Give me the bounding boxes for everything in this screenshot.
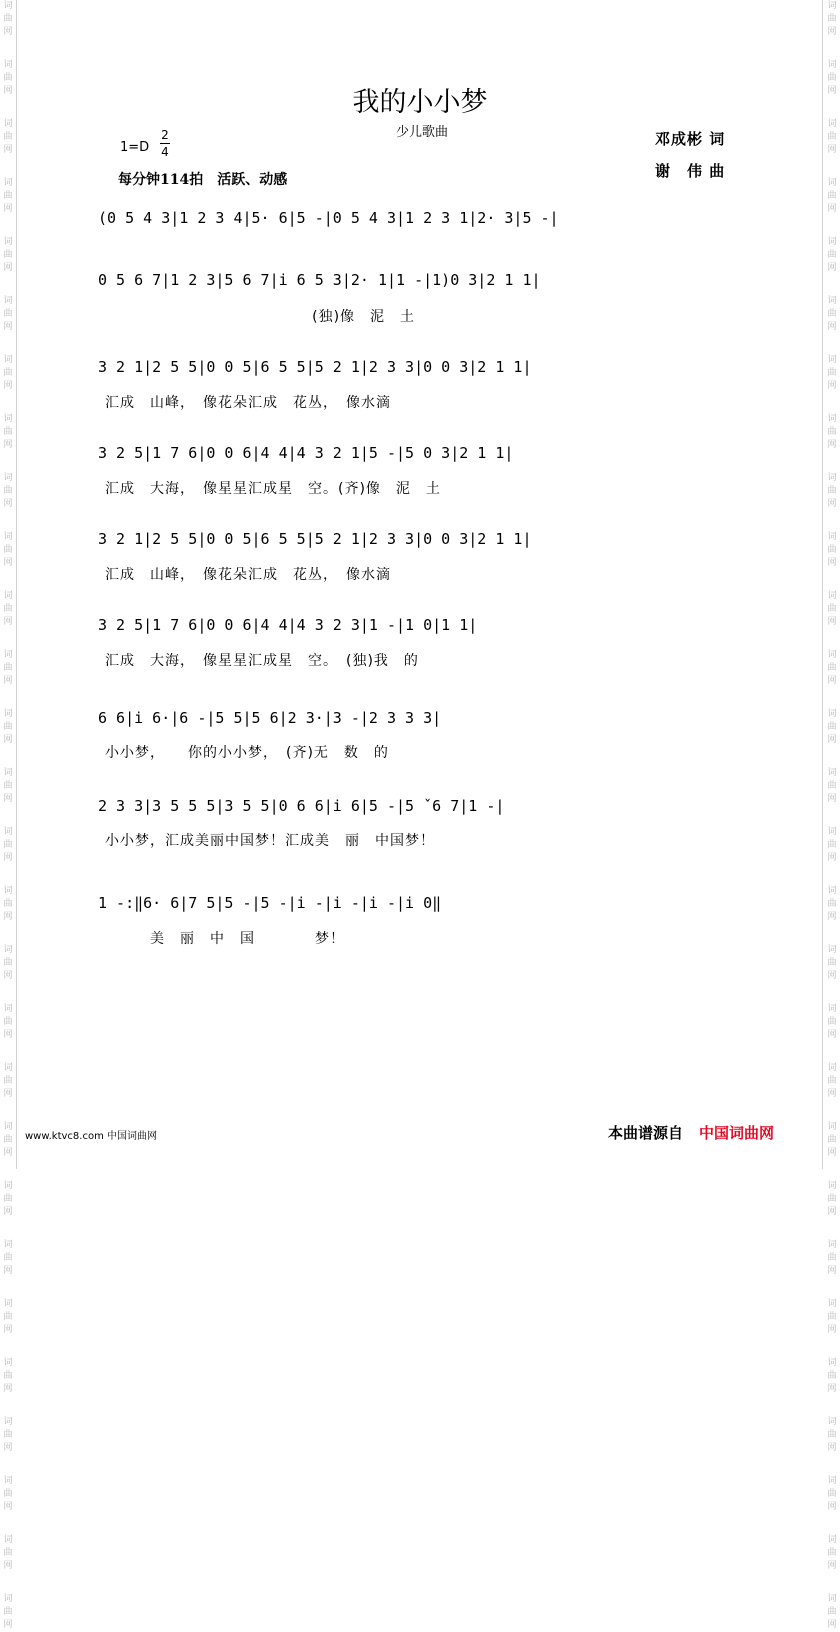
watermark-char: 词 — [827, 1476, 837, 1486]
watermark-char: 词 — [3, 1181, 13, 1191]
watermark-char: 网 — [827, 440, 837, 450]
watermark-char: 曲 — [827, 545, 837, 555]
watermark-char: 曲 — [3, 1607, 13, 1617]
song-genre: 少儿歌曲 — [396, 125, 449, 140]
footer-source-label: 本曲谱源自 — [608, 1124, 684, 1142]
watermark-char: 网 — [3, 1561, 13, 1571]
lyrics-line-9: 美 丽 中 国 梦！ — [105, 931, 345, 947]
watermark-char: 词 — [3, 237, 13, 247]
watermark-char: 网 — [3, 1148, 13, 1158]
watermark-char: 曲 — [827, 486, 837, 496]
watermark-char: 词 — [827, 886, 837, 896]
watermark-char: 网 — [3, 499, 13, 509]
time-signature — [159, 128, 171, 159]
watermark-char: 词 — [3, 473, 13, 483]
watermark-char: 网 — [3, 1384, 13, 1394]
watermark-char: 词 — [3, 296, 13, 306]
watermark-char: 网 — [3, 971, 13, 981]
watermark-char: 网 — [3, 676, 13, 686]
watermark-char: 词 — [3, 1122, 13, 1132]
watermark-char: 词 — [3, 591, 13, 601]
watermark-char: 词 — [3, 178, 13, 188]
lyrics-line-3: 汇成 山峰， 像花朵汇成 花丛， 像水滴 — [105, 395, 391, 411]
watermark-char: 词 — [3, 119, 13, 129]
watermark-char: 网 — [827, 499, 837, 509]
time-denominator: 4 — [161, 145, 169, 159]
watermark-char: 网 — [827, 1266, 837, 1276]
watermark-char: 网 — [827, 1325, 837, 1335]
watermark-char: 词 — [3, 1417, 13, 1427]
watermark-char: 曲 — [827, 604, 837, 614]
watermark-char: 词 — [3, 1299, 13, 1309]
watermark-char: 曲 — [3, 250, 13, 260]
watermark-char: 网 — [827, 853, 837, 863]
watermark-char: 词 — [3, 945, 13, 955]
watermark-char: 网 — [827, 1620, 837, 1630]
watermark-char: 网 — [827, 1030, 837, 1040]
watermark-char: 网 — [827, 27, 837, 37]
watermark-char: 网 — [3, 1266, 13, 1276]
watermark-char: 词 — [827, 945, 837, 955]
watermark-char: 曲 — [827, 1607, 837, 1617]
right-border — [822, 0, 823, 1169]
watermark-char: 词 — [827, 237, 837, 247]
watermark-char: 词 — [827, 1240, 837, 1250]
watermark-char: 曲 — [827, 1430, 837, 1440]
watermark-char: 词 — [3, 650, 13, 660]
notes-line-2: 0 5 6 7|1 2 3|5 6 7|i 6 5 3|2· 1|1 -|1)0 3|2 1 1| — [98, 271, 541, 289]
watermark-char: 曲 — [3, 1371, 13, 1381]
watermark-char: 词 — [827, 1122, 837, 1132]
watermark-char: 曲 — [827, 427, 837, 437]
lyrics-line-4: 汇成 大海， 像星星汇成星 空。(齐)像 泥 土 — [105, 481, 441, 497]
watermark-char: 词 — [827, 532, 837, 542]
watermark-char: 网 — [3, 1030, 13, 1040]
watermark-char: 曲 — [3, 899, 13, 909]
watermark-char: 词 — [827, 591, 837, 601]
watermark-char: 网 — [3, 853, 13, 863]
watermark-char: 曲 — [827, 191, 837, 201]
watermark-char: 词 — [827, 1594, 837, 1604]
lyrics-line-7: 小小梦， 你的小小梦， (齐)无 数 的 — [105, 745, 389, 761]
lyrics-line-5: 汇成 山峰， 像花朵汇成 花丛， 像水滴 — [105, 567, 391, 583]
watermark-char: 网 — [827, 617, 837, 627]
watermark-char: 词 — [827, 650, 837, 660]
watermark-char: 曲 — [3, 722, 13, 732]
watermark-char: 曲 — [3, 840, 13, 850]
watermark-char: 词 — [827, 709, 837, 719]
watermark-char: 词 — [827, 1181, 837, 1191]
watermark-char: 曲 — [827, 1312, 837, 1322]
watermark-char: 曲 — [3, 1312, 13, 1322]
watermark-char: 网 — [3, 440, 13, 450]
watermark-char: 网 — [3, 1207, 13, 1217]
watermark-char: 曲 — [3, 73, 13, 83]
watermark-char: 曲 — [3, 1017, 13, 1027]
notes-line-1: (0 5 4 3|1 2 3 4|5· 6|5 -|0 5 4 3|1 2 3 1|2· 3|5 -| — [98, 209, 559, 227]
lyrics-line-2: (独)像 泥 土 — [105, 309, 416, 325]
watermark-char: 网 — [827, 558, 837, 568]
watermark-char: 词 — [3, 827, 13, 837]
watermark-char: 词 — [827, 1417, 837, 1427]
notes-line-3: 3 2 1|2 5 5|0 0 5|6 5 5|5 2 1|2 3 3|0 0 3|2 1 1| — [98, 358, 532, 376]
watermark-char: 词 — [3, 1358, 13, 1368]
watermark-char: 曲 — [827, 14, 837, 24]
watermark-char: 网 — [827, 145, 837, 155]
song-title: 我的小小梦 — [352, 87, 488, 118]
watermark-char: 词 — [827, 414, 837, 424]
watermark-char: 词 — [827, 355, 837, 365]
watermark-char: 网 — [827, 912, 837, 922]
watermark-char: 曲 — [827, 1017, 837, 1027]
watermark-char: 曲 — [3, 14, 13, 24]
watermark-char: 曲 — [3, 1253, 13, 1263]
watermark-char: 网 — [3, 1325, 13, 1335]
watermark-char: 网 — [3, 27, 13, 37]
watermark-char: 词 — [3, 355, 13, 365]
watermark-char: 网 — [3, 794, 13, 804]
watermark-char: 词 — [3, 886, 13, 896]
lyrics-line-6: 汇成 大海， 像星星汇成星 空。 (独)我 的 — [105, 653, 419, 669]
watermark-char: 网 — [827, 1384, 837, 1394]
watermark-char: 网 — [827, 381, 837, 391]
watermark-char: 曲 — [827, 1548, 837, 1558]
footer-source-brand: 中国词曲网 — [699, 1124, 775, 1142]
watermark-char: 网 — [827, 263, 837, 273]
watermark-char: 网 — [3, 1089, 13, 1099]
watermark-char: 曲 — [827, 132, 837, 142]
watermark-char: 网 — [3, 145, 13, 155]
notes-line-9: 1 -:‖6· 6|7 5|5 -|5 -|i -|i -|i -|i 0‖ — [98, 894, 442, 912]
watermark-char: 曲 — [3, 1489, 13, 1499]
watermark-char: 词 — [827, 296, 837, 306]
watermark-char: 词 — [827, 60, 837, 70]
watermark-char: 网 — [827, 1207, 837, 1217]
watermark-char: 词 — [3, 1594, 13, 1604]
watermark-char: 曲 — [3, 545, 13, 555]
watermark-char: 词 — [827, 178, 837, 188]
watermark-right — [824, 0, 840, 1630]
watermark-char: 词 — [3, 532, 13, 542]
watermark-char: 网 — [827, 971, 837, 981]
watermark-char: 网 — [3, 322, 13, 332]
watermark-char: 曲 — [827, 1076, 837, 1086]
watermark-char: 词 — [827, 1004, 837, 1014]
watermark-char: 词 — [827, 827, 837, 837]
watermark-char: 词 — [827, 768, 837, 778]
watermark-char: 网 — [3, 912, 13, 922]
watermark-char: 网 — [827, 676, 837, 686]
watermark-char: 网 — [3, 381, 13, 391]
watermark-char: 词 — [3, 1240, 13, 1250]
watermark-char: 曲 — [827, 1489, 837, 1499]
watermark-char: 词 — [3, 1535, 13, 1545]
watermark-char: 曲 — [3, 604, 13, 614]
watermark-char: 网 — [827, 1148, 837, 1158]
watermark-char: 曲 — [3, 663, 13, 673]
watermark-char: 网 — [3, 263, 13, 273]
watermark-char: 曲 — [827, 1371, 837, 1381]
watermark-char: 网 — [827, 1502, 837, 1512]
watermark-char: 网 — [3, 86, 13, 96]
watermark-char: 曲 — [3, 132, 13, 142]
watermark-char: 词 — [3, 709, 13, 719]
watermark-char: 词 — [3, 1476, 13, 1486]
watermark-char: 网 — [827, 1089, 837, 1099]
time-numerator: 2 — [161, 128, 169, 142]
watermark-char: 曲 — [827, 958, 837, 968]
footer-source — [608, 1122, 774, 1143]
watermark-char: 词 — [827, 473, 837, 483]
watermark-char: 词 — [827, 1, 837, 11]
watermark-char: 曲 — [3, 958, 13, 968]
left-border — [16, 0, 17, 1169]
watermark-char: 网 — [827, 1561, 837, 1571]
watermark-char: 网 — [827, 1443, 837, 1453]
watermark-char: 网 — [827, 322, 837, 332]
composer-credit: 谢 伟 曲 — [655, 162, 726, 180]
watermark-char: 词 — [3, 1, 13, 11]
watermark-char: 网 — [3, 558, 13, 568]
watermark-char: 曲 — [827, 1194, 837, 1204]
watermark-char: 曲 — [3, 1076, 13, 1086]
watermark-char: 网 — [827, 204, 837, 214]
notes-line-6: 3 2 5|1 7 6|0 0 6|4 4|4 3 2 3|1 -|1 0|1 1| — [98, 616, 478, 634]
notes-line-8: 2 3 3|3 5 5 5|3 5 5|0 6 6|i 6|5 -|5 ˇ6 7|1 -| — [98, 797, 505, 815]
watermark-char: 曲 — [827, 781, 837, 791]
watermark-char: 网 — [3, 735, 13, 745]
footer-website: www.ktvc8.com 中国词曲网 — [25, 1131, 158, 1142]
notes-line-4: 3 2 5|1 7 6|0 0 6|4 4|4 3 2 1|5 -|5 0 3|2 1 1| — [98, 444, 514, 462]
watermark-char: 词 — [827, 1299, 837, 1309]
watermark-char: 词 — [3, 1063, 13, 1073]
lyrics-line-8: 小小梦，汇成美丽中国梦！汇成美 丽 中国梦！ — [105, 833, 435, 849]
watermark-char: 曲 — [827, 250, 837, 260]
tempo-marking: 每分钟114拍 活跃、动感 — [118, 172, 288, 188]
watermark-char: 曲 — [3, 781, 13, 791]
watermark-char: 曲 — [827, 73, 837, 83]
watermark-char: 网 — [827, 794, 837, 804]
watermark-char: 曲 — [3, 427, 13, 437]
watermark-char: 曲 — [827, 309, 837, 319]
watermark-char: 词 — [3, 60, 13, 70]
watermark-char: 词 — [827, 119, 837, 129]
watermark-char: 曲 — [3, 1135, 13, 1145]
watermark-char: 网 — [3, 1502, 13, 1512]
watermark-char: 网 — [3, 204, 13, 214]
watermark-char: 词 — [3, 1004, 13, 1014]
watermark-char: 曲 — [3, 1548, 13, 1558]
watermark-char: 词 — [3, 414, 13, 424]
watermark-char: 曲 — [827, 1135, 837, 1145]
watermark-char: 网 — [827, 86, 837, 96]
watermark-char: 网 — [827, 735, 837, 745]
key-signature: 1=D — [120, 140, 150, 155]
lyricist-credit: 邓成彬 词 — [655, 130, 726, 148]
watermark-char: 网 — [3, 1443, 13, 1453]
watermark-char: 曲 — [3, 486, 13, 496]
watermark-char: 曲 — [3, 368, 13, 378]
watermark-char: 曲 — [827, 722, 837, 732]
watermark-char: 词 — [827, 1358, 837, 1368]
watermark-char: 曲 — [827, 1253, 837, 1263]
watermark-char: 曲 — [3, 191, 13, 201]
watermark-char: 词 — [3, 768, 13, 778]
notes-line-7: 6 6|i 6·|6 -|5 5|5 6|2 3·|3 -|2 3 3 3| — [98, 709, 442, 727]
watermark-char: 曲 — [827, 899, 837, 909]
watermark-char: 词 — [827, 1535, 837, 1545]
watermark-char: 曲 — [827, 368, 837, 378]
watermark-char: 词 — [827, 1063, 837, 1073]
watermark-char: 网 — [3, 1620, 13, 1630]
watermark-char: 曲 — [3, 1194, 13, 1204]
watermark-char: 曲 — [827, 663, 837, 673]
watermark-left — [0, 0, 16, 1630]
watermark-char: 曲 — [3, 309, 13, 319]
watermark-char: 曲 — [3, 1430, 13, 1440]
watermark-char: 网 — [3, 617, 13, 627]
notes-line-5: 3 2 1|2 5 5|0 0 5|6 5 5|5 2 1|2 3 3|0 0 3|2 1 1| — [98, 530, 532, 548]
watermark-char: 曲 — [827, 840, 837, 850]
